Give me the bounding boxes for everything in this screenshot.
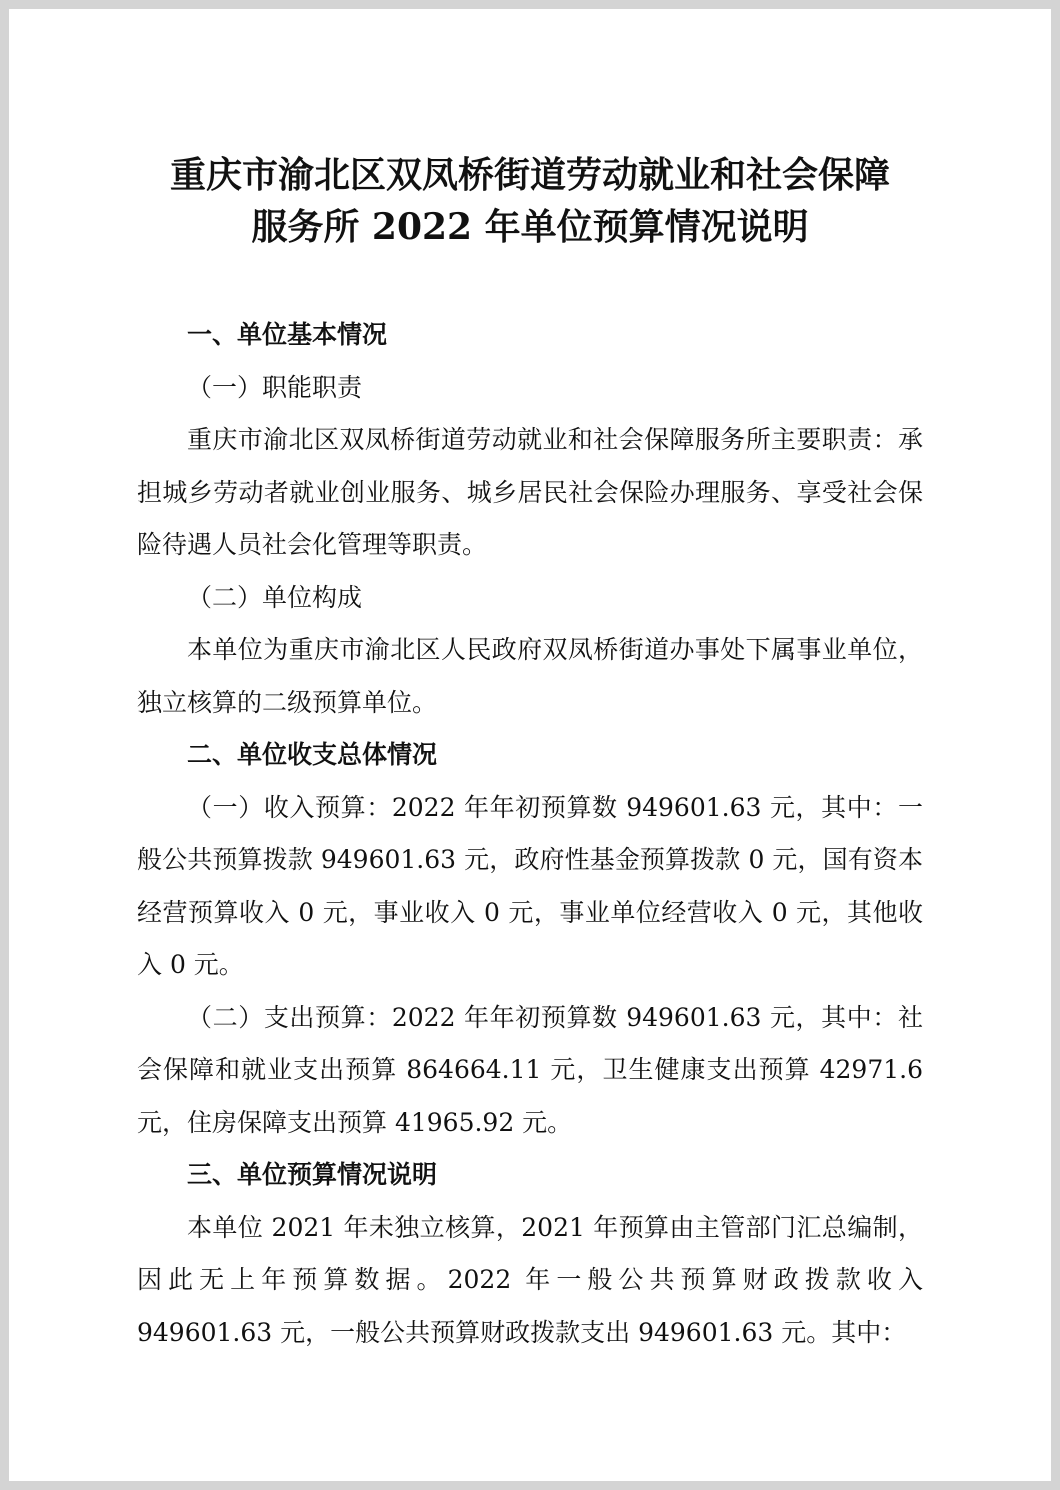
paragraph-expense-budget: （二）支出预算：2022 年年初预算数 949601.63 元，其中：社会保障和就业支出预算 864664.11 元，卫生健康支出预算 42971.6 元，住房保障支出预算 41965.92 元。 [137, 1002, 923, 1137]
subheading-composition: （二）单位构成 [187, 582, 363, 612]
paragraph-composition: 本单位为重庆市渝北区人民政府双凤桥街道办事处下属事业单位，独立核算的二级预算单位。 [137, 635, 923, 717]
section-heading-basic-info: 一、单位基本情况 [187, 320, 388, 349]
paragraph-budget-explanation: 本单位 2021 年未独立核算，2021 年预算由主管部门汇总编制，因此无上年预算数据。2022 年一般公共预算财政拨款收入 949601.63 元，一般公共预算财政拨款支出 949601.63 元。其中： [137, 1212, 923, 1347]
document-title [9, 149, 1051, 253]
paragraph-income-budget: （一）收入预算：2022 年年初预算数 949601.63 元，其中：一般公共预算拨款 949601.63 元，政府性基金预算拨款 0 元，国有资本经营预算收入 0 元，事业收入 0 元，事业单位经营收入 0 元，其他收入 0 元。 [137, 792, 923, 979]
document-body [137, 309, 923, 1359]
document-page [9, 9, 1051, 1481]
subheading-duties: （一）职能职责 [187, 372, 363, 402]
title-line-2: 服务所 2022 年单位预算情况说明 [251, 206, 809, 248]
title-line-1: 重庆市渝北区双凤桥街道劳动就业和社会保障 [169, 154, 890, 196]
section-heading-budget-explanation: 三、单位预算情况说明 [187, 1160, 438, 1189]
paragraph-duties: 重庆市渝北区双凤桥街道劳动就业和社会保障服务所主要职责：承担城乡劳动者就业创业服务、城乡居民社会保险办理服务、享受社会保险待遇人员社会化管理等职责。 [137, 425, 923, 559]
section-heading-income-expense: 二、单位收支总体情况 [187, 740, 438, 769]
